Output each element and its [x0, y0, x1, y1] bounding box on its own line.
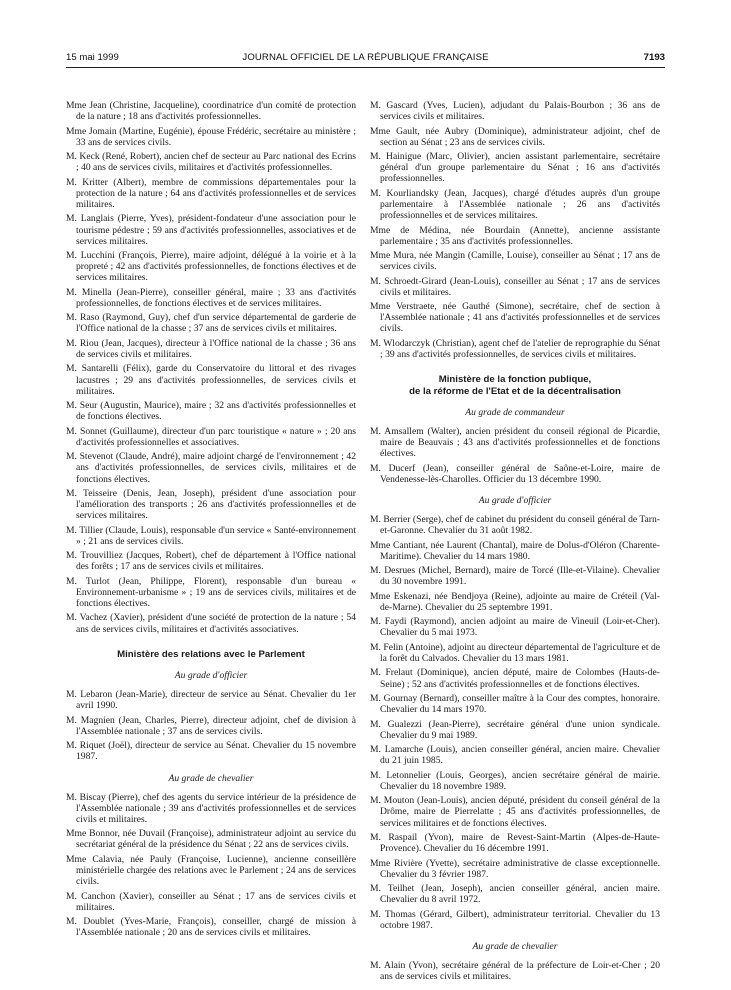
entry-list — [370, 100, 660, 360]
honoree-entry: M. Faydi (Raymond), ancien adjoint au maire de Vineuil (Loir-et-Cher). Chevalier du 5 mai 1973. — [370, 616, 660, 639]
honoree-entry: M. Amsallem (Walter), ancien président du conseil régional de Picardie, maire de Beauvais ; 43 ans d'activités professionnelles et de fonctions électives. — [370, 426, 660, 460]
honoree-entry: M. Doublet (Yves-Marie, François), conseiller, chargé de mission à l'Assemblée nationale ; 20 ans de services civils et militaires. — [66, 916, 356, 939]
right-column — [370, 100, 660, 986]
section-title-fonction-publique — [370, 374, 660, 397]
honoree-entry: M. Seur (Augustin, Maurice), maire ; 32 ans d'activités professionnelles et de fonctions électives. — [66, 400, 356, 423]
honoree-entry: Mme Rivière (Yvette), secrétaire administrative de classe exceptionnelle. Chevalier du 3 février 1987. — [370, 857, 660, 880]
honoree-entry: Mme Eskenazi, née Bendjoya (Reine), adjointe au maire de Créteil (Val-de-Marne). Chevalier du 25 septembre 1991. — [370, 590, 660, 613]
left-column — [66, 100, 356, 942]
honoree-entry: M. Langlais (Pierre, Yves), président-fondateur d'une association pour le tourisme pédestre ; 59 ans d'activités professionnelles, associatives et de services militaires. — [66, 213, 356, 247]
header-journal-title: JOURNAL OFFICIEL DE LA RÉPUBLIQUE FRANÇAISE — [242, 52, 489, 63]
honoree-entry: M. Letonnelier (Louis, Georges), ancien secrétaire général de mairie. Chevalier du 18 novembre 1989. — [370, 769, 660, 792]
honoree-entry: M. Berrier (Serge), chef de cabinet du président du conseil général de Tarn-et-Garonne. Chevalier du 31 août 1982. — [370, 513, 660, 537]
honoree-entry: Mme Cantiant, née Laurent (Chantal), maire de Dolus-d'Oléron (Charente-Maritime). Chevalier du 14 mars 1980. — [370, 539, 660, 562]
honoree-entry: M. Vachez (Xavier), président d'une société de protection de la nature ; 54 ans de services civils, militaires et d'activités associatives. — [66, 612, 356, 635]
entry-list — [370, 960, 660, 982]
honoree-entry: M. Gualezzi (Jean-Pierre), secrétaire général d'une union syndicale. Chevalier du 9 mai 1989. — [370, 718, 660, 741]
honoree-entry: Mme Jomain (Martine, Eugénie), épouse Frédéric, secrétaire au ministère ; 33 ans de services civils. — [66, 125, 356, 148]
honoree-entry: M. Desrues (Michel, Bernard), maire de Torcé (Ille-et-Vilaine). Chevalier du 30 novembre 1991. — [370, 565, 660, 588]
subhead-commandeur: Au grade de commandeur — [465, 406, 565, 418]
honoree-entry: M. Wlodarczyk (Christian), agent chef de l'atelier de reprographie du Sénat ; 39 ans d'activités professionnelles, de services civils et militaires. — [370, 337, 660, 360]
header-rule — [66, 67, 665, 68]
header-page-number: 7193 — [643, 52, 665, 63]
honoree-entry: M. Schroedt-Girard (Jean-Louis), conseiller au Sénat ; 17 ans de services civils et militaires. — [370, 275, 660, 298]
honoree-entry: Mme de Médina, née Bourdain (Annette), ancienne assistante parlementaire ; 35 ans d'activités professionnelles. — [370, 224, 660, 247]
honoree-entry: M. Stevenot (Claude, André), maire adjoint chargé de l'environnement ; 42 ans d'activités professionnelles, de services civils, militaires et de fonctions électives. — [66, 451, 356, 485]
honoree-entry: Mme Bonnor, née Duvail (Françoise), administrateur adjoint au service du secrétariat général de la présidence du Sénat ; 22 ans de services civils. — [66, 828, 356, 851]
page-header — [66, 52, 665, 66]
honoree-entry: Mme Verstraete, née Gauthé (Simone), secrétaire, chef de section à l'Assemblée nationale ; 41 ans d'activités professionnelles et de services civils. — [370, 301, 660, 335]
honoree-entry: M. Thomas (Gérard, Gilbert), administrateur territorial. Chevalier du 13 octobre 1987. — [370, 908, 660, 931]
honoree-entry: M. Biscay (Pierre), chef des agents du service intérieur de la présidence de l'Assemblée nationale ; 39 ans d'activités professionnelles et de services civils et militaires. — [66, 791, 356, 825]
honoree-entry: M. Keck (René, Robert), ancien chef de secteur au Parc national des Ecrins ; 40 ans de services civils, militaires et d'activités professionnelles. — [66, 151, 356, 174]
honoree-entry: M. Kourliandsky (Jean, Jacques), chargé d'études auprès d'un groupe parlementaire à l'Assemblée nationale ; 26 ans d'activités professionnelles et de services militaires. — [370, 187, 660, 222]
honoree-entry: M. Teisseire (Denis, Jean, Joseph), président d'une association pour l'amélioration des transports ; 26 ans d'activités professionnelles et de services militaires. — [66, 487, 356, 522]
subhead-officier: Au grade d'officier — [478, 494, 552, 506]
honoree-entry: M. Felin (Antoine), adjoint au directeur départemental de l'agriculture et de la forêt du Calvados. Chevalier du 13 mars 1981. — [370, 641, 660, 664]
honoree-entry: Mme Mura, née Mangin (Camille, Louise), conseiller au Sénat ; 17 ans de services civils. — [370, 250, 660, 273]
honoree-entry: Mme Jean (Christine, Jacqueline), coordinatrice d'un comité de protection de la nature ; 18 ans d'activités professionnelles. — [66, 100, 356, 123]
subhead-chevalier: Au grade de chevalier — [472, 940, 558, 952]
section-title-line-1: Ministère de la fonction publique, — [438, 374, 592, 386]
honoree-entry: M. Gascard (Yves, Lucien), adjudant du Palais-Bourbon ; 36 ans de services civils et militaires. — [370, 100, 660, 123]
honoree-entry: M. Lebaron (Jean-Marie), directeur de service au Sénat. Chevalier du 1er avril 1990. — [66, 689, 356, 712]
honoree-entry: M. Raspail (Yvon), maire de Revest-Saint-Martin (Alpes-de-Haute-Provence). Chevalier du 16 décembre 1991. — [370, 831, 660, 855]
section-title-parlement: Ministère des relations avec le Parlement — [117, 648, 305, 660]
honoree-entry: M. Turlot (Jean, Philippe, Florent), responsable d'un bureau « Environnement-urbanisme » ; 19 ans de services civils, militaires et de fonctions électives. — [66, 575, 356, 609]
honoree-entry: M. Riquet (Joël), directeur de service au Sénat. Chevalier du 15 novembre 1987. — [66, 740, 356, 763]
honoree-entry: M. Gournay (Bernard), conseiller maître à la Cour des comptes, honoraire. Chevalier du 14 mars 1970. — [370, 693, 660, 716]
honoree-entry: M. Canchon (Xavier), conseiller au Sénat ; 17 ans de services civils et militaires. — [66, 890, 356, 913]
honoree-entry: M. Kritter (Albert), membre de commissions départementales pour la protection de la nature ; 64 ans d'activités professionnelles et de services militaires. — [66, 176, 356, 210]
honoree-entry: M. Minella (Jean-Pierre), conseiller général, maire ; 33 ans d'activités professionnelles, de fonctions électives et de services militaires. — [66, 286, 356, 309]
honoree-entry: M. Magnien (Jean, Charles, Pierre), directeur adjoint, chef de division à l'Assemblée nationale ; 37 ans de services civils. — [66, 714, 356, 737]
subhead-officier: Au grade d'officier — [174, 670, 248, 682]
honoree-entry: Mme Calavia, née Pauly (Françoise, Lucienne), ancienne conseillère ministérielle chargée des relations avec le Parlement ; 24 ans de services civils. — [66, 853, 356, 888]
honoree-entry: M. Riou (Jean, Jacques), directeur à l'Office national de la chasse ; 36 ans de services civils et militaires. — [66, 337, 356, 360]
honoree-entry: M. Sonnet (Guillaume), directeur d'un parc touristique « nature » ; 20 ans d'activités professionnelles et associatives. — [66, 425, 356, 448]
honoree-entry: M. Teilhet (Jean, Joseph), ancien conseiller général, ancien maire. Chevalier du 8 avril 1972. — [370, 883, 660, 906]
honoree-entry: M. Alain (Yvon), secrétaire général de la préfecture de Loir-et-Cher ; 20 ans de services civils et militaires. — [370, 960, 660, 983]
honoree-entry: M. Santarelli (Félix), garde du Conservatoire du littoral et des rivages lacustres ; 29 ans d'activités professionnelles, de services civils et militaires. — [66, 363, 356, 397]
section-title-line-2: de la réforme de l'Etat et de la décentralisation — [409, 385, 621, 397]
header-date: 15 mai 1999 — [66, 52, 119, 63]
honoree-entry: M. Hainigue (Marc, Olivier), ancien assistant parlementaire, secrétaire général d'un groupe parlementaire du Sénat ; 16 ans d'activités professionnelles. — [370, 151, 660, 185]
honoree-entry: M. Trouvilliez (Jacques, Robert), chef de département à l'Office national des forêts ; 17 ans de services civils et militaires. — [66, 550, 356, 573]
honoree-entry: Mme Gault, née Aubry (Dominique), administrateur adjoint, chef de section au Sénat ; 23 ans de services civils. — [370, 125, 660, 148]
entry-list — [370, 426, 660, 485]
honoree-entry: M. Frelaut (Dominique), ancien député, maire de Colombes (Hauts-de-Seine) ; 52 ans d'activités professionnelles et de fonctions électives. — [370, 667, 660, 690]
entry-list — [66, 100, 356, 635]
honoree-entry: M. Tillier (Claude, Louis), responsable d'un service « Santé-environnement » ; 21 ans de services civils. — [66, 524, 356, 547]
subhead-chevalier: Au grade de chevalier — [168, 772, 254, 784]
honoree-entry: M. Raso (Raymond, Guy), chef d'un service départemental de garderie de l'Office national de la chasse ; 37 ans de services civils et militaires. — [66, 312, 356, 335]
honoree-entry: M. Lamarche (Louis), ancien conseiller général, ancien maire. Chevalier du 21 juin 1985. — [370, 744, 660, 767]
entry-list — [66, 689, 356, 762]
honoree-entry: M. Ducerf (Jean), conseiller général de Saône-et-Loire, maire de Vendenesse-lès-Charolles. Officier du 13 décembre 1990. — [370, 462, 660, 485]
honoree-entry: M. Lucchini (François, Pierre), maire adjoint, délégué à la voirie et à la propreté ; 42 ans d'activités professionnelles, de fonctions électives et de services militaires. — [66, 250, 356, 284]
honoree-entry: M. Mouton (Jean-Louis), ancien député, président du conseil général de la Drôme, maire de Pierrelatte ; 45 ans d'activités professionnelles, de services militaires et de fonctions électives. — [370, 795, 660, 829]
entry-list — [370, 514, 660, 931]
entry-list — [66, 792, 356, 939]
